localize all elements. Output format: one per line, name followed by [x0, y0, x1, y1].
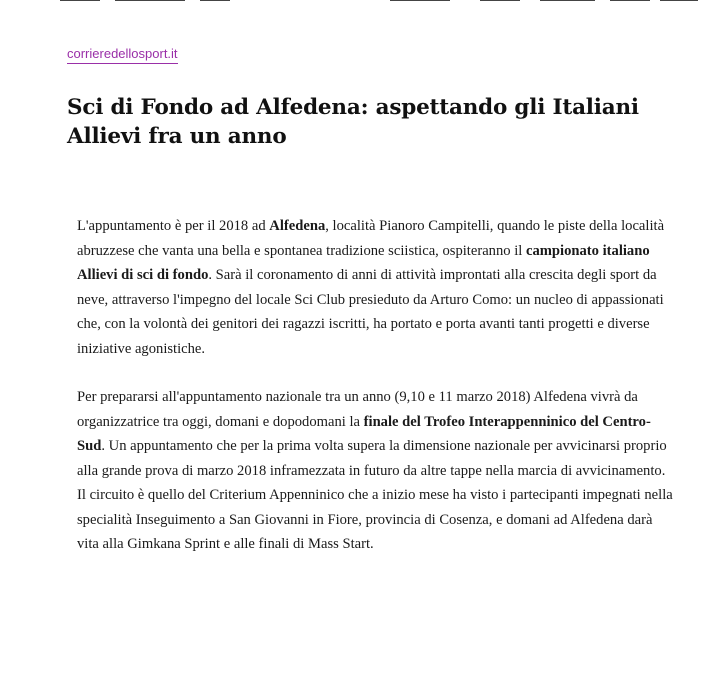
body-text: Per prepararsi all'appuntamento nazionale tra un anno (9,10 e 11 marzo 2018) Alfedena vivrà da organizzatrice tra oggi, domani e dopodomani la	[77, 389, 638, 430]
body-text: . Un appuntamento che per la prima volta supera la dimensione nazionale per avvicinarsi proprio alla grande prova di marzo 2018 inframezzata in futuro da altre tappe nella marcia di avvicinamento. Il circuito è quello del Criterium Appenninico che a inizio mese ha visto i partecipanti impegnati nella specialità Inseguimento a San Giovanni in Fiore, provincia di Cosenza, e domani ad Alfedena darà vita alla Gimkana Sprint e alle finali di Mass Start.	[77, 438, 673, 552]
emphasized-text: finale del Trofeo Interappenninico del Centro-Sud	[77, 413, 651, 454]
article-body	[77, 214, 677, 557]
article-title: Sci di Fondo ad Alfedena: aspettando gli Italiani Allievi fra un anno	[67, 95, 639, 149]
cropped-header-text	[60, 0, 700, 4]
body-text: , località Pianoro Campitelli, quando le piste della località abruzzese che vanta una bella e spontanea tradizione sciistica, ospiteranno il	[77, 218, 665, 259]
article-paragraph	[77, 214, 677, 361]
emphasized-text: campionato italiano Allievi di sci di fondo	[77, 242, 650, 283]
article-paragraph	[77, 385, 677, 557]
body-text: . Sarà il coronamento di anni di attività improntati alla crescita degli sport da neve, attraverso l'impegno del locale Sci Club presieduto da Arturo Como: un nucleo di appassionati che, con la volontà dei genitori dei ragazzi iscritti, ha portato e porta avanti tanti progetti e diverse iniziative agonistiche.	[77, 267, 664, 357]
body-text: L'appuntamento è per il 2018 ad	[77, 218, 270, 234]
source-link[interactable]: corrieredellosport.it	[67, 46, 178, 64]
emphasized-text: Alfedena	[269, 218, 326, 234]
